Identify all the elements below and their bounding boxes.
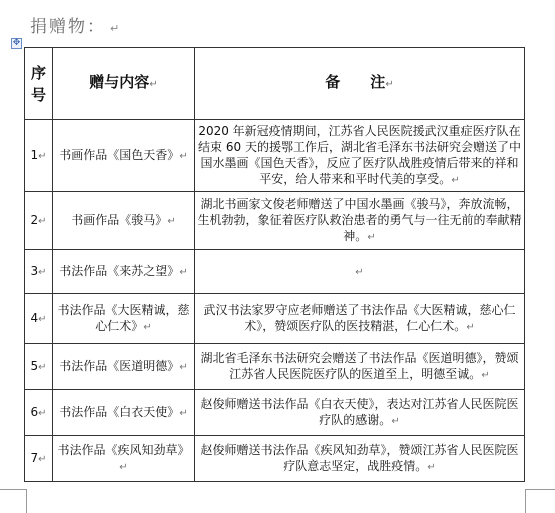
row-note: 湖北省毛泽东书法研究会赠送了书法作品《医道明德》，赞颂江苏省人民医院医疗队的医道至上，明德至诚。↵ bbox=[195, 344, 525, 390]
row-number: 3↵ bbox=[25, 250, 53, 294]
table-row bbox=[25, 390, 525, 436]
donation-table bbox=[24, 47, 525, 482]
row-note: 2020 年新冠疫情期间，江苏省人民医院援武汉重症医疗队在结束 60 天的援鄂工作后，湖北省毛泽东书法研究会赠送了中国水墨画《国色天香》，反应了医疗队战胜疫情后带来的祥和平安，给人带来和平时代美的享受。↵ bbox=[195, 120, 525, 192]
table-row bbox=[25, 192, 525, 250]
header-note: 备 注↵ bbox=[195, 48, 525, 120]
row-note: 赵俊师赠送书法作品《白衣天使》，表达对江苏省人民医院医疗队的感谢。↵ bbox=[195, 390, 525, 436]
page-corner-right bbox=[525, 489, 555, 490]
row-item: 书法作品《医道明德》↵ bbox=[53, 344, 195, 390]
table-row bbox=[25, 294, 525, 344]
row-item: 书画作品《国色天香》↵ bbox=[53, 120, 195, 192]
row-number: 7↵ bbox=[25, 436, 53, 482]
paragraph-mark: ↵ bbox=[110, 22, 120, 35]
page-corner-left bbox=[0, 489, 26, 490]
table-row bbox=[25, 344, 525, 390]
row-number: 5↵ bbox=[25, 344, 53, 390]
row-item: 书画作品《骏马》↵ bbox=[53, 192, 195, 250]
header-row bbox=[25, 48, 525, 120]
row-number: 2↵ bbox=[25, 192, 53, 250]
section-heading bbox=[30, 12, 119, 37]
header-no: 序号 bbox=[25, 48, 53, 120]
row-number: 6↵ bbox=[25, 390, 53, 436]
row-note: 武汉书法家罗守应老师赠送了书法作品《大医精诚，慈心仁术》，赞颂医疗队的医技精湛，仁心仁术。↵ bbox=[195, 294, 525, 344]
row-item: 书法作品《疾风知劲草》↵ bbox=[53, 436, 195, 482]
header-item: 赠与内容↵ bbox=[53, 48, 195, 120]
row-number: 4↵ bbox=[25, 294, 53, 344]
row-item: 书法作品《来苏之望》↵ bbox=[53, 250, 195, 294]
row-note: ↵ bbox=[195, 250, 525, 294]
page-corner-left-v bbox=[26, 489, 27, 513]
row-item: 书法作品《大医精诚，慈心仁术》↵ bbox=[53, 294, 195, 344]
page-corner-right-v bbox=[525, 489, 526, 513]
row-note: 湖北书画家文俊老师赠送了中国水墨画《骏马》，奔放流畅，生机勃勃，象征着医疗队救治患者的勇气与一往无前的奉献精神。↵ bbox=[195, 192, 525, 250]
move-handle-icon[interactable]: ✥ bbox=[12, 38, 21, 48]
row-number: 1↵ bbox=[25, 120, 53, 192]
row-item: 书法作品《白衣天使》↵ bbox=[53, 390, 195, 436]
table-row bbox=[25, 120, 525, 192]
table-row bbox=[25, 250, 525, 294]
section-heading-text: 捐赠物： bbox=[30, 17, 106, 37]
row-note: 赵俊师赠送书法作品《疾风知劲草》，赞颂江苏省人民医院医疗队意志坚定，战胜疫情。↵ bbox=[195, 436, 525, 482]
table-row bbox=[25, 436, 525, 482]
